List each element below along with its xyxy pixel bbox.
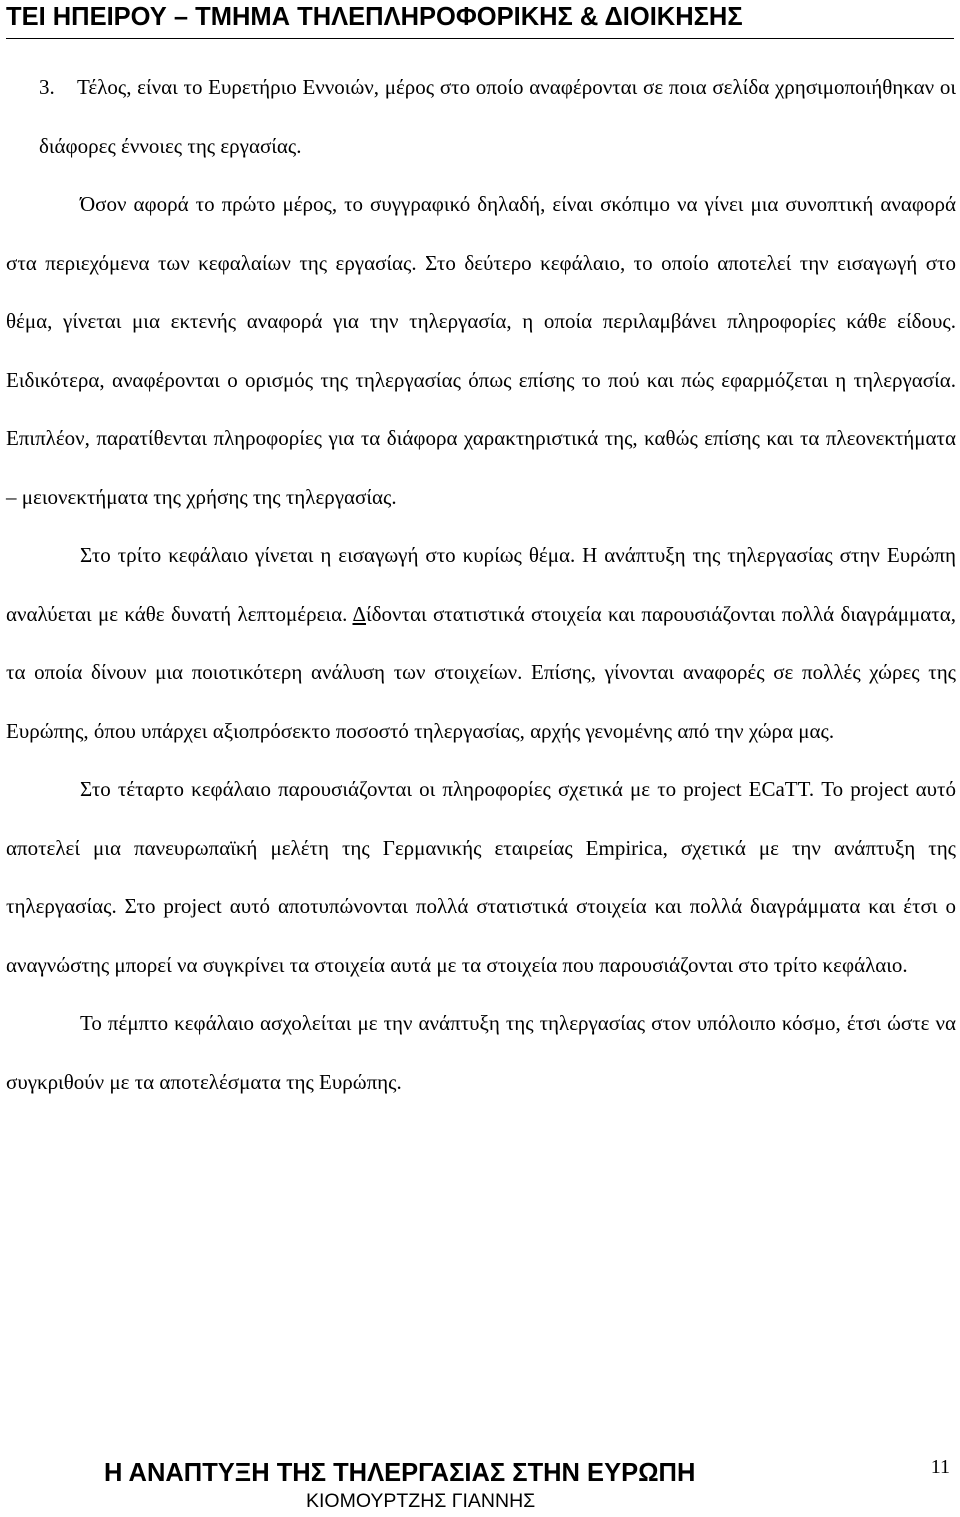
paragraph-chapter-three [6, 526, 956, 760]
paragraph-structure-overview: Όσον αφορά το πρώτο μέρος, το συγγραφικό δηλαδή, είναι σκόπιμο να γίνει μια συνοπτική αναφορά στα περιεχόμενα των κεφαλαίων της εργασίας. Στο δεύτερο κεφάλαιο, το οποίο αποτελεί την εισαγωγή στο θέμα, γίνεται μια εκτενής αναφορά για την τηλεργασία, η οποία περιλαμβάνει πληροφορίες κάθε είδους. Ειδικότερα, αναφέρονται ο ορισμός της τηλεργασίας όπως επίσης το πού και πώς εφαρμόζεται η τηλεργασία. Επιπλέον, παρατίθενται πληροφορίες για τα διάφορα χαρακτηριστικά της, καθώς επίσης και τα πλεονεκτήματα – μειονεκτήματα της χρήσης της τηλεργασίας. [6, 192, 956, 509]
footer-author: ΚΙΟΜΟΥΡΤΖΗΣ ΓΙΑΝΝΗΣ [306, 1490, 536, 1512]
paragraph-chapter-four: Στο τέταρτο κεφάλαιο παρουσιάζονται οι πληροφορίες σχετικά με το project ECaTT. Το project αυτό αποτελεί μια πανευρωπαϊκή μελέτη της Γερμανικής εταιρείας Empirica, σχετικά με την ανάπτυξη της τηλεργασίας. Στο project αυτό αποτυπώνονται πολλά στατιστικά στοιχεία και πολλά διαγράμματα και έτσι ο αναγνώστης μπορεί να συγκρίνει τα στοιχεία αυτά με τα στοιχεία που παρουσιάζονται στο τρίτο κεφάλαιο. [6, 777, 956, 977]
paragraph-text-part: Στο τρίτο κεφάλαιο γίνεται η εισαγωγή στο κυρίως θέμα. Η ανάπτυξη της τηλεργασίας στην Ευρώπη αναλύεται με κάθε δυνατή λεπτομέρεια. [6, 543, 956, 626]
paragraph-chapter-five: Το πέμπτο κεφάλαιο ασχολείται με την ανάπτυξη της τηλεργασίας στον υπόλοιπο κόσμο, έτσι ώστε να συγκριθούν με τα αποτελέσματα της Ευρώπης. [6, 1011, 956, 1094]
list-number: 3. [39, 75, 55, 99]
list-item-3 [6, 58, 956, 175]
header-rule [6, 38, 954, 39]
page-number: 11 [930, 1456, 950, 1478]
paragraph-text-part: ίδονται στατιστικά στοιχεία και παρουσιάζονται πολλά διαγράμματα, τα οποία δίνουν μια ποιοτικότερη ανάλυση των στοιχείων. Επίσης, γίνονται αναφορές σε πολλές χώρες της Ευρώπης, όπου υπάρχει αξιοπρόσεκτο ποσοστό τηλεργασίας, αρχής γενομένης από την χώρα μας. [6, 601, 956, 743]
document-body [6, 58, 956, 1111]
list-item-text: Τέλος, είναι το Ευρετήριο Εννοιών, μέρος στο οποίο αναφέρονται σε ποια σελίδα χρησιμοποιήθηκαν οι διάφορες έννοιες της εργασίας. [39, 75, 956, 158]
footer-title: Η ΑΝΑΠΤΥΞΗ ΤΗΣ ΤΗΛΕΡΓΑΣΙΑΣ ΣΤΗΝ ΕΥΡΩΠΗ [104, 1459, 696, 1487]
page-header: ΤΕΙ ΗΠΕΙΡΟΥ – ΤΜΗΜΑ ΤΗΛΕΠΛΗΡΟΦΟΡΙΚΗΣ & ΔΙΟΙΚΗΣΗΣ [6, 3, 743, 31]
underlined-letter: Δ [352, 601, 367, 626]
